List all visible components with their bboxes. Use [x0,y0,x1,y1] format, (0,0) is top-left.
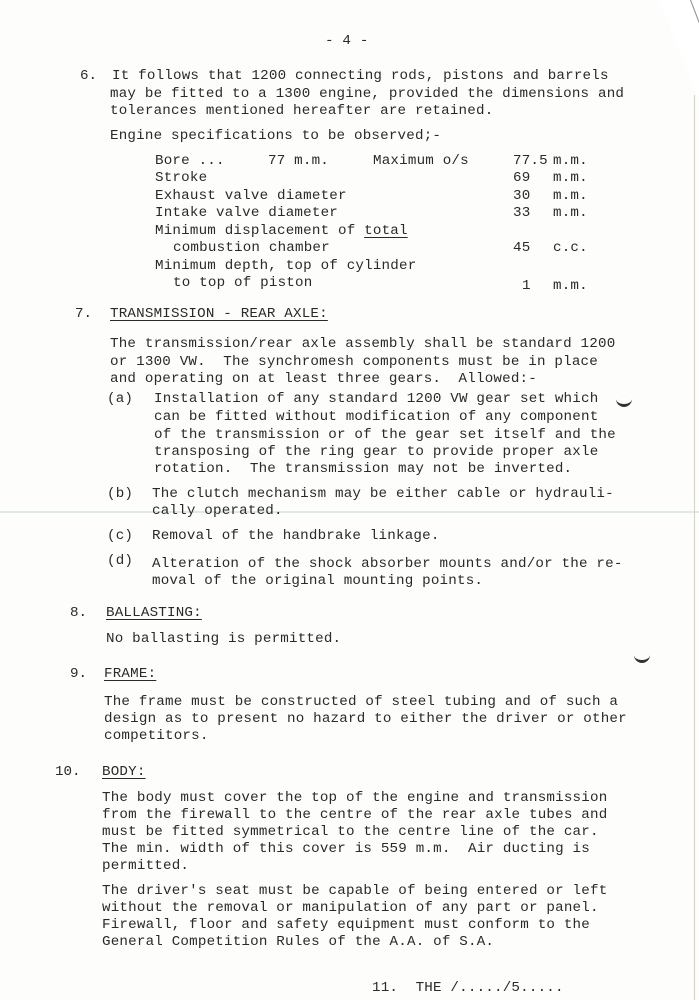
body-line: No ballasting is permitted. [106,631,342,647]
section-heading: BODY: [102,764,146,780]
body-line: competitors. [104,728,209,744]
spec-label: Exhaust valve diameter [155,188,347,204]
spec-value: 33 [513,205,531,221]
spec-value: 77.5 [513,153,548,169]
item-marker: (c) [107,528,134,544]
spec-label: Minimum depth, top of cylinder [155,258,417,274]
item-line: Installation of any standard 1200 VW gear set which [154,391,599,407]
body-line: or 1300 VW. The synchromesh components must be in place [110,354,598,370]
staple-mark [634,652,650,663]
body-line: tolerances mentioned hereafter are retained. [110,103,494,119]
paper-edge [694,95,695,1000]
spec-value: 1 [522,278,531,294]
spec-label: Bore ... [155,153,225,169]
item-line: transposing of the ring gear to provide proper axle [154,444,599,460]
body-line: must be fitted symmetrical to the centre line of the car. [102,824,599,840]
spec-unit: m.m. [553,153,588,169]
section-number: 8. [70,605,88,621]
section-heading: BALLASTING: [106,605,202,621]
item-line: Alteration of the shock absorber mounts and/or the re- [152,556,623,572]
item-line: can be fitted without modification of any component [154,409,599,425]
staple-mark [616,396,632,407]
body-line: may be fitted to a 1300 engine, provided the dimensions and [110,86,625,102]
item-marker: (b) [107,486,134,502]
section-heading: TRANSMISSION - REAR AXLE: [110,306,328,322]
folded-corner [659,0,699,98]
body-line: from the firewall to the centre of the rear axle tubes and [102,807,608,823]
spec-label [155,223,408,240]
body-line: General Competition Rules of the A.A. of S.A. [102,934,495,950]
body-line: The frame must be constructed of steel tubing and of such a [104,694,619,710]
spec-label: Intake valve diameter [155,205,338,221]
spec-mid-value: 77 m.m. [268,153,329,169]
item-line: The clutch mechanism may be either cable or hydrauli- [152,486,614,502]
spec-mid-label: Maximum o/s [373,153,469,169]
item-line: of the transmission or of the gear set itself and the [154,427,616,443]
item-line: cally operated. [152,503,283,519]
item-marker: (d) [107,553,134,569]
paper-fold-crease [0,511,699,513]
body-line: It follows that 1200 connecting rods, pistons and barrels [112,68,609,84]
spec-intro: Engine specifications to be observed;- [110,128,442,144]
item-line: moval of the original mounting points. [152,573,484,589]
body-line: The body must cover the top of the engine and transmission [102,790,608,806]
section-heading: FRAME: [104,666,157,682]
spec-unit: m.m. [553,170,588,186]
body-line: and operating on at least three gears. Allowed:- [110,371,537,387]
spec-unit: m.m. [553,205,588,221]
page-number: - 4 - [325,33,369,49]
spec-label-underlined: total [364,223,408,239]
body-line: without the removal or manipulation of any part or panel. [102,900,599,916]
section-number: 10. [55,764,81,780]
body-line: Firewall, floor and safety equipment must conform to the [102,917,590,933]
body-line: The driver's seat must be capable of being entered or left [102,883,608,899]
section-number: 7. [75,306,93,322]
spec-value: 30 [513,188,531,204]
section-number: 6. [80,68,98,84]
body-line: design as to present no hazard to either the driver or other [104,711,627,727]
section-number: 9. [70,666,88,682]
body-line: The min. width of this cover is 559 m.m. Air ducting is [102,841,590,857]
spec-unit: c.c. [553,240,588,256]
spec-value: 69 [513,170,531,186]
spec-label-continued: to top of piston [173,275,313,291]
spec-value: 45 [513,240,531,256]
spec-label-text: Minimum displacement of [155,223,356,239]
spec-label-continued: combustion chamber [173,240,330,256]
spec-label: Stroke [155,170,208,186]
footer-catchword: 11. THE /...../5..... [372,980,564,996]
item-line: Removal of the handbrake linkage. [152,528,440,544]
spec-unit: m.m. [553,278,588,294]
body-line: permitted. [102,858,190,874]
body-line: The transmission/rear axle assembly shall be standard 1200 [110,336,616,352]
spec-unit: m.m. [553,188,588,204]
item-marker: (a) [107,391,134,407]
item-line: rotation. The transmission may not be inverted. [154,461,573,477]
